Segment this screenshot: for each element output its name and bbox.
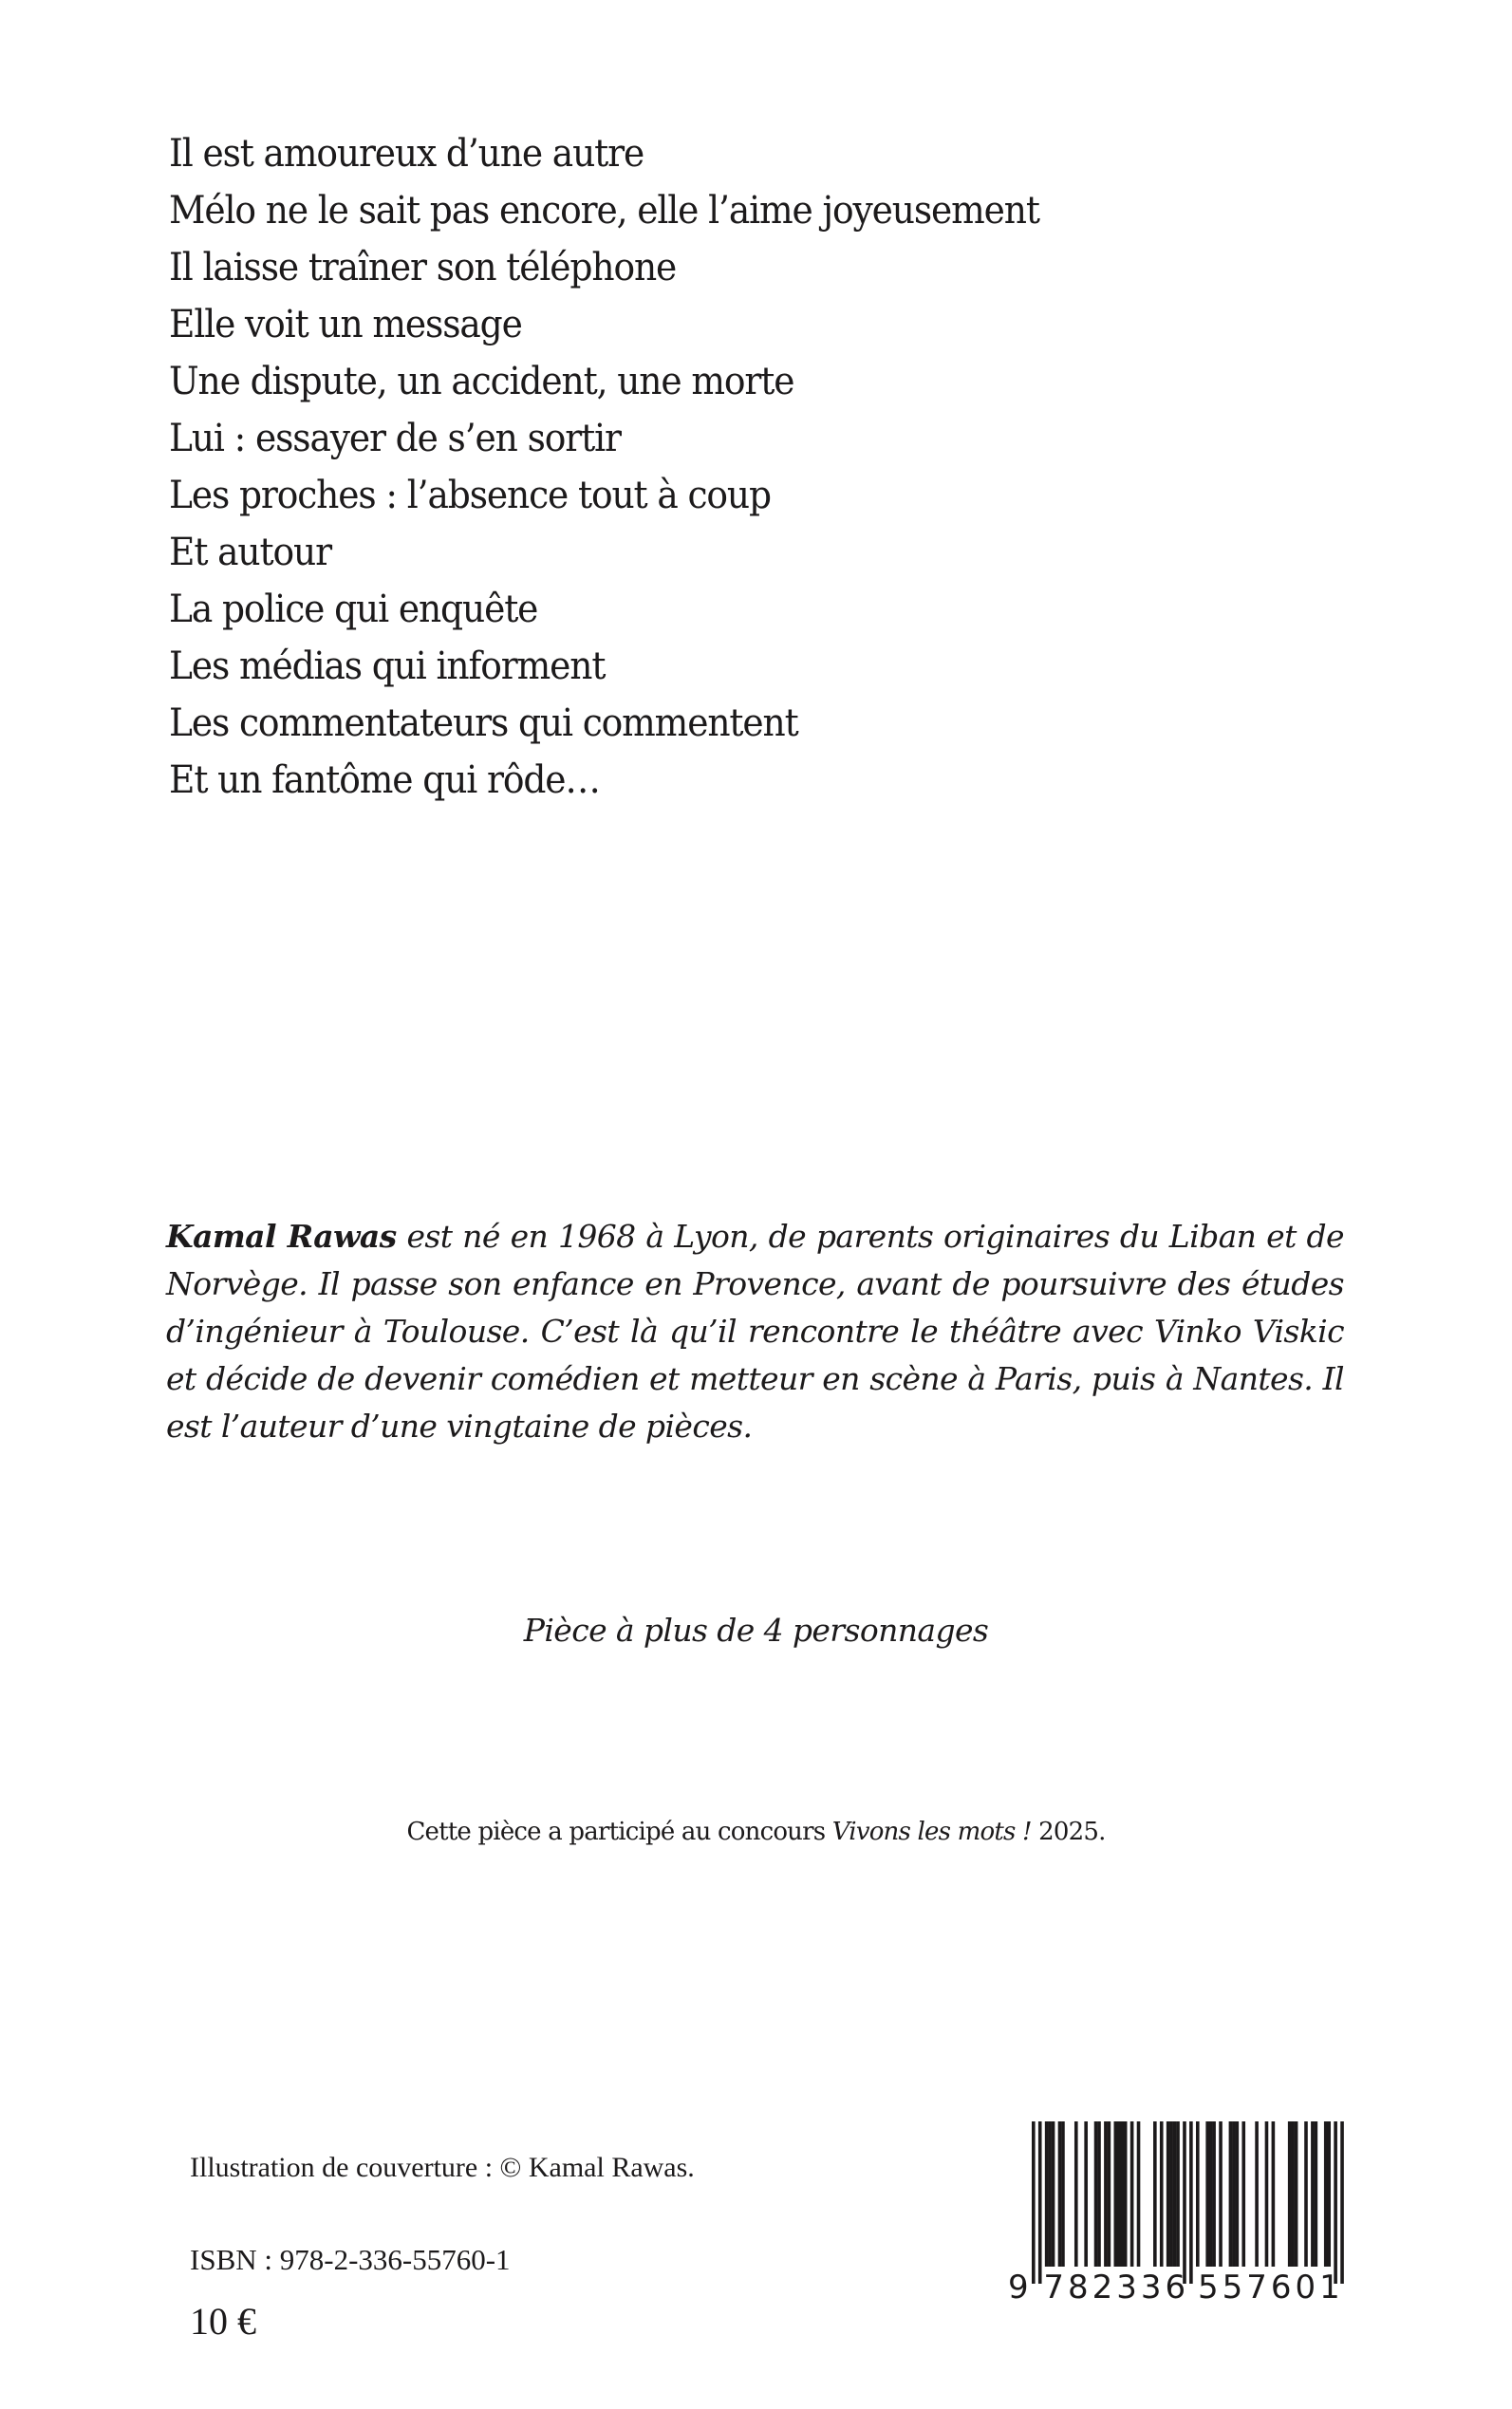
blurb-line: Les commentateurs qui commentent — [169, 701, 798, 745]
author-bio-text: est né en 1968 à Lyon, de parents originaires du Liban et de Norvège. Il passe son enfance en Provence, avant de poursuivre des études d’ingénieur à Toulouse. C’est là qu’il rencontre le théâtre avec Vinko Viskic et décide de devenir comédien et metteur en scène à Paris, puis à Nantes. Il est l’auteur d’une vingtaine de pièces. — [166, 1218, 1344, 1445]
blurb-line: Et un fantôme qui rôde… — [169, 758, 600, 802]
price: 10 € — [190, 2300, 256, 2343]
cast-note: Pièce à plus de 4 personnages — [523, 1612, 989, 1649]
barcode-icon — [1006, 2121, 1357, 2306]
blurb-line: Il est amoureux d’une autre — [169, 132, 644, 176]
cover-credit: Illustration de couverture : © Kamal Rawas. — [190, 2152, 695, 2183]
svg-text:557601: 557601 — [1198, 2269, 1344, 2306]
author-name: Kamal Rawas — [166, 1218, 397, 1255]
blurb-poem — [169, 125, 1094, 809]
blurb-line: Lui : essayer de s’en sortir — [169, 417, 621, 460]
blurb-line: Une dispute, un accident, une morte — [169, 360, 794, 403]
contest-prefix: Cette pièce a participé au concours — [406, 1818, 832, 1846]
blurb-line: Et autour — [169, 531, 331, 574]
blurb-line: Elle voit un message — [169, 303, 522, 346]
blurb-line: Les proches : l’absence tout à coup — [169, 474, 771, 517]
blurb-line: La police qui enquête — [169, 588, 538, 631]
contest-note — [0, 1811, 1512, 1853]
blurb-line: Les médias qui informent — [169, 644, 606, 688]
svg-text:9: 9 — [1008, 2269, 1033, 2306]
contest-suffix: 2025. — [1031, 1818, 1106, 1846]
blurb-line: Mélo ne le sait pas encore, elle l’aime joyeusement — [169, 189, 1039, 233]
ean13-barcode — [1006, 2121, 1357, 2306]
isbn: ISBN : 978-2-336-55760-1 — [190, 2243, 511, 2276]
author-bio — [166, 1213, 1344, 1450]
blurb-line: Il laisse traîner son téléphone — [169, 246, 677, 289]
contest-name: Vivons les mots ! — [831, 1818, 1032, 1846]
svg-text:782336: 782336 — [1043, 2269, 1190, 2306]
